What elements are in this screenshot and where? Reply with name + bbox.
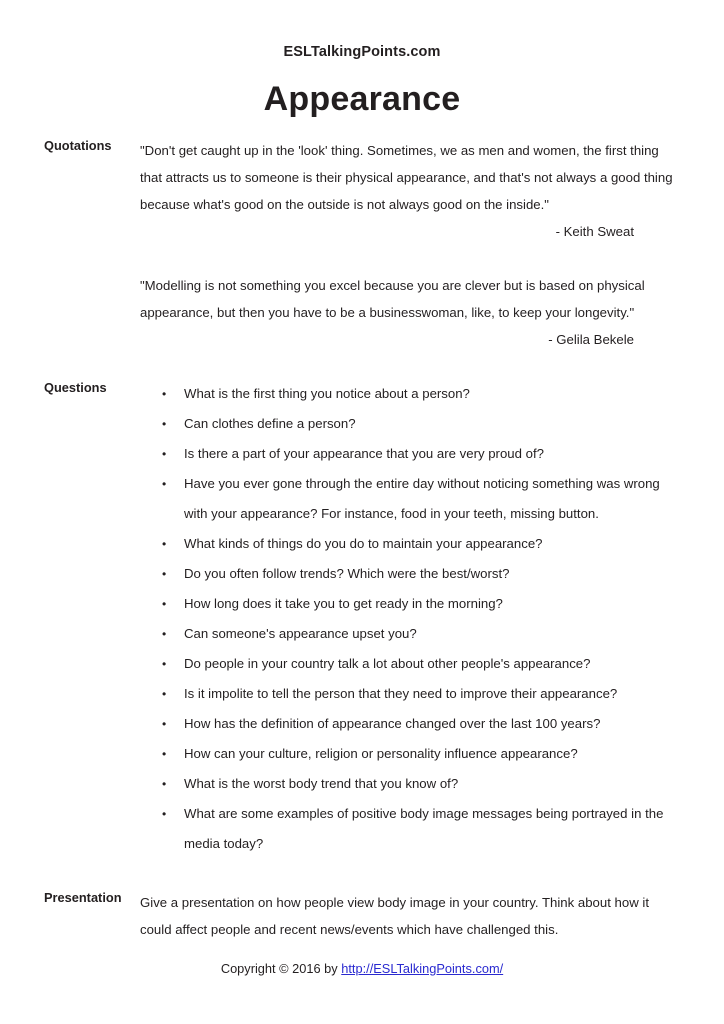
list-item: • Do you often follow trends? Which were the best/worst? [140,559,684,589]
section-label-presentation: Presentation [44,890,122,905]
questions-body [140,379,684,859]
section-presentation [40,889,684,943]
section-label-questions: Questions [44,380,107,395]
presentation-body: Give a presentation on how people view body image in your country. Think about how it could affect people and recent news/events which have challenged this. [140,895,649,937]
list-item: • Can someone's appearance upset you? [140,619,684,649]
list-item: • How has the definition of appearance changed over the last 100 years? [140,709,684,739]
list-item: • Have you ever gone through the entire day without noticing something was wrong with your appearance? For instance, food in your teeth, missing button. [140,469,684,529]
quotation-spacer [140,245,684,272]
list-item: • How can your culture, religion or personality influence appearance? [140,739,684,769]
quotation-2-attribution: - Gelila Bekele [548,332,634,347]
site-name: ESLTalkingPoints.com [283,44,441,60]
quotation-1-text: "Don't get caught up in the 'look' thing. Sometimes, we as men and women, the first thing that attracts us to someone is their physical appearance, and that's not always a good thing because what's good on the outside is not always good on the inside." [140,143,673,212]
list-item: • What is the first thing you notice about a person? [140,379,684,409]
footer [0,961,724,976]
quotation-2-text: "Modelling is not something you excel because you are clever but is based on physical appearance, but then you have to be a businesswoman, like, to keep your longevity." [140,278,645,320]
quotations-body [140,137,684,353]
list-item: • Is there a part of your appearance that you are very proud of? [140,439,684,469]
section-quotations [40,137,684,353]
quotation-2 [140,272,684,353]
list-item: • What is the worst body trend that you know of? [140,769,684,799]
page-title: Appearance [263,80,461,118]
list-item: • What are some examples of positive body image messages being portrayed in the media today? [140,799,684,859]
quotation-1-attribution: - Keith Sweat [555,224,634,239]
section-questions [40,379,684,859]
list-item: • How long does it take you to get ready in the morning? [140,589,684,619]
quotation-1 [140,137,684,245]
site-link[interactable]: http://ESLTalkingPoints.com/ [341,961,504,976]
list-item: • What kinds of things do you do to maintain your appearance? [140,529,684,559]
list-item: • Can clothes define a person? [140,409,684,439]
list-item: • Is it impolite to tell the person that they need to improve their appearance? [140,679,684,709]
list-item: • Do people in your country talk a lot about other people's appearance? [140,649,684,679]
questions-list [140,379,684,859]
copyright-text: Copyright © 2016 by [220,961,342,976]
section-label-quotations: Quotations [44,138,112,153]
